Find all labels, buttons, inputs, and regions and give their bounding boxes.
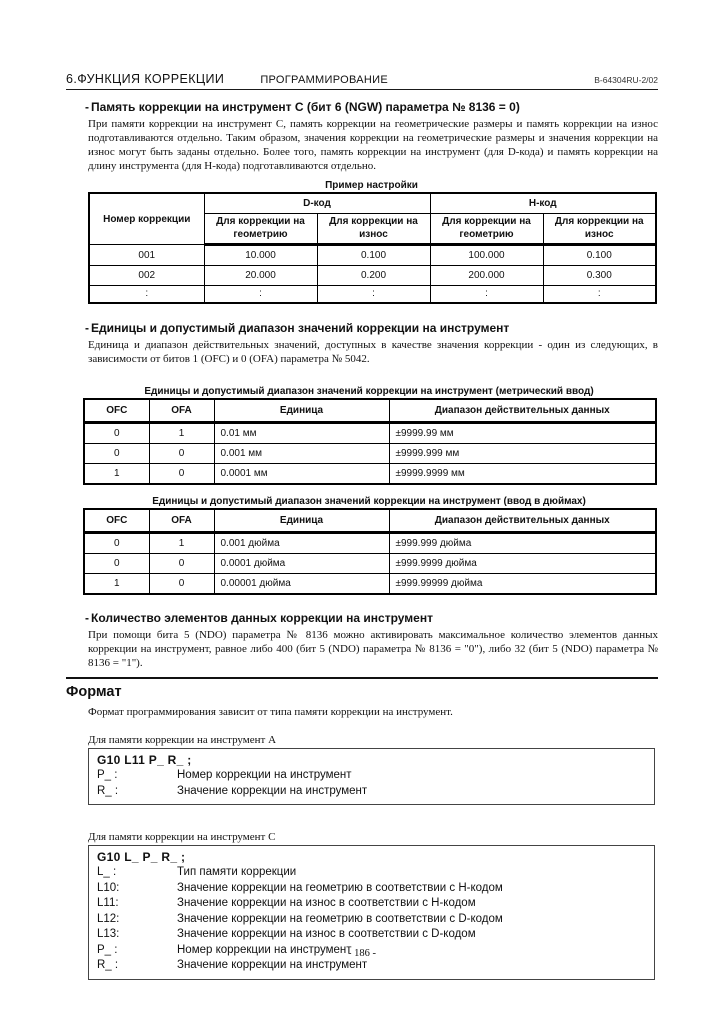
param-desc: Значение коррекции на инструмент: [177, 784, 368, 797]
format-a-label: Для памяти коррекции на инструмент A: [88, 734, 277, 746]
param-key: P_ :: [97, 769, 118, 781]
cell: :: [543, 286, 656, 304]
param-key: L_ :: [97, 866, 117, 878]
cell: 1: [149, 533, 214, 554]
format-box-c: [88, 845, 655, 980]
param-desc: Значение коррекции на геометрию в соответствии с D-кодом: [177, 912, 503, 925]
cell: 0: [84, 423, 149, 444]
example-table-caption: Пример настройки: [325, 180, 418, 191]
col-header-unit: Единица: [214, 399, 389, 423]
cell: 0: [84, 444, 149, 464]
param-row: [97, 865, 650, 881]
col-group-h-code: H-код: [430, 193, 656, 214]
param-key: L12:: [97, 912, 120, 925]
col-header-geometry-d: Для коррекции на геометрию: [204, 214, 317, 245]
gcode-command-a: G10 L11 P_ R_ ;: [97, 753, 192, 767]
page-header: [66, 72, 658, 90]
dash-bullet: -: [85, 321, 89, 335]
param-key: R_ :: [97, 959, 119, 971]
section-body-units-range: Единица и диапазон действительных значений, доступных в качестве значения коррекции - один из следующих, в зависимости от битов 1 (OFC) и 0 (OFA) параметра № 5042.: [88, 339, 658, 365]
col-header-wear-h: Для коррекции на износ: [543, 214, 656, 245]
param-desc: Номер коррекции на инструмент: [177, 769, 352, 781]
dash-bullet: -: [85, 611, 89, 625]
section-heading-offset-memory-c: [66, 100, 658, 115]
param-desc: Значение коррекции на износ в соответствии с D-кодом: [177, 928, 476, 940]
col-header-wear-d: Для коррекции на износ: [317, 214, 430, 245]
section-heading-text: Количество элементов данных коррекции на инструмент: [91, 611, 433, 625]
section-body-offset-memory-c: При памяти коррекции на инструмент C, память коррекции на геометрические размеры и память коррекции на износ подготавливаются отдельно. Таким образом, значения коррекции на геометрические размеры и значения коррекции на износ могут быть заданы отдельно. Более того, память коррекции на инструмент (для D-кода) и память коррекции на длину инструмента (для H-кода) подготавливаются отдельно.: [88, 118, 658, 172]
section-heading-text: Память коррекции на инструмент C (бит 6 (NGW) параметра № 8136 = 0): [91, 100, 520, 114]
cell: ±9999.99 мм: [389, 423, 656, 444]
page-number: - 186 -: [348, 948, 376, 959]
col-header-geometry-h: Для коррекции на геометрию: [430, 214, 543, 245]
cell: 0.100: [317, 245, 430, 266]
chapter-title: 6.ФУНКЦИЯ КОРРЕКЦИИ: [66, 72, 225, 86]
param-row: [97, 958, 650, 974]
section-heading-data-count: [66, 611, 658, 626]
cell: 0.01 мм: [214, 423, 389, 444]
metric-table-caption: Единицы и допустимый диапазон значений коррекции на инструмент (метрический ввод): [144, 386, 594, 397]
cell: 0.300: [543, 266, 656, 286]
col-header-range: Диапазон действительных данных: [389, 509, 656, 533]
cell: 0.200: [317, 266, 430, 286]
col-header-offset-number: Номер коррекции: [89, 193, 204, 245]
table-group-header-row: [89, 193, 656, 214]
section-divider: [66, 677, 658, 679]
param-row: [97, 784, 650, 800]
cell: ±9999.9999 мм: [389, 464, 656, 485]
cell: 1: [84, 574, 149, 595]
table-row: [84, 444, 656, 464]
param-row: [97, 896, 650, 912]
cell: 0: [149, 574, 214, 595]
param-row: [97, 768, 650, 784]
param-desc: Значение коррекции на инструмент: [177, 959, 368, 971]
format-box-a: [88, 748, 655, 805]
cell: ±999.99999 дюйма: [389, 574, 656, 595]
col-group-d-code: D-код: [204, 193, 430, 214]
cell: 100.000: [430, 245, 543, 266]
cell: 1: [84, 464, 149, 485]
format-intro: Формат программирования зависит от типа памяти коррекции на инструмент.: [88, 706, 453, 718]
param-desc: Значение коррекции на геометрию в соответствии с H-кодом: [177, 881, 503, 894]
inch-table-caption: Единицы и допустимый диапазон значений коррекции на инструмент (ввод в дюймах): [152, 496, 586, 507]
section-body-data-count: При помощи бита 5 (NDO) параметра № 8136 можно активировать максимальное количество элементов данных коррекции на инструмент, равное либо 400 (бит 5 (NDO) параметра № 8136 = "0"), либо 32 (бит 5 (NDO) параметра № 8136 = "1").: [88, 629, 658, 669]
cell: 001: [89, 245, 204, 266]
param-desc: Номер коррекции на инструмент: [177, 943, 352, 956]
cell: 002: [89, 266, 204, 286]
section-heading-text: Единицы и допустимый диапазон значений коррекции на инструмент: [91, 321, 510, 335]
page-content: [66, 72, 658, 980]
param-desc: Тип памяти коррекции: [177, 866, 297, 878]
format-section-title: Формат: [66, 684, 122, 700]
cell: 0: [84, 554, 149, 574]
cell: 0.0001 дюйма: [214, 554, 389, 574]
col-header-unit: Единица: [214, 509, 389, 533]
table-header-row: [84, 509, 656, 533]
cell: ±9999.999 мм: [389, 444, 656, 464]
doc-code: B-64304RU-2/02: [594, 75, 658, 85]
cell: 10.000: [204, 245, 317, 266]
param-row: [97, 927, 650, 943]
param-key: L10:: [97, 881, 120, 894]
metric-units-table: [83, 398, 657, 485]
table-row-ellipsis: [89, 286, 656, 304]
table-row: [89, 245, 656, 266]
cell: 0.00001 дюйма: [214, 574, 389, 595]
cell: :: [89, 286, 204, 304]
cell: 0: [84, 533, 149, 554]
param-desc: Значение коррекции на износ в соответствии с H-кодом: [177, 897, 476, 909]
param-key: R_ :: [97, 784, 119, 797]
cell: 20.000: [204, 266, 317, 286]
col-header-range: Диапазон действительных данных: [389, 399, 656, 423]
param-key: P_ :: [97, 943, 118, 956]
gcode-command-c: G10 L_ P_ R_ ;: [97, 850, 186, 864]
table-row: [89, 266, 656, 286]
table-row: [84, 464, 656, 485]
format-c-label: Для памяти коррекции на инструмент C: [88, 831, 276, 843]
cell: 0.001 мм: [214, 444, 389, 464]
table-row: [84, 533, 656, 554]
cell: ±999.9999 дюйма: [389, 554, 656, 574]
cell: 200.000: [430, 266, 543, 286]
inch-units-table: [83, 508, 657, 595]
col-header-ofc: OFC: [84, 509, 149, 533]
example-settings-table: [88, 192, 657, 304]
param-row: [97, 881, 650, 897]
part-title: ПРОГРАММИРОВАНИЕ: [260, 74, 388, 86]
table-row: [84, 574, 656, 595]
cell: 1: [149, 423, 214, 444]
col-header-ofc: OFC: [84, 399, 149, 423]
dash-bullet: -: [85, 100, 89, 114]
table-row: [84, 554, 656, 574]
section-heading-units-range: [66, 321, 658, 336]
col-header-ofa: OFA: [149, 509, 214, 533]
col-header-ofa: OFA: [149, 399, 214, 423]
cell: :: [430, 286, 543, 304]
cell: 0: [149, 444, 214, 464]
param-key: L13:: [97, 928, 120, 940]
cell: 0.0001 мм: [214, 464, 389, 485]
param-key: L11:: [97, 897, 119, 909]
cell: 0: [149, 464, 214, 485]
cell: :: [204, 286, 317, 304]
param-row: [97, 912, 650, 928]
table-header-row: [84, 399, 656, 423]
cell: 0.100: [543, 245, 656, 266]
cell: 0.001 дюйма: [214, 533, 389, 554]
table-row: [84, 423, 656, 444]
cell: :: [317, 286, 430, 304]
cell: ±999.999 дюйма: [389, 533, 656, 554]
cell: 0: [149, 554, 214, 574]
